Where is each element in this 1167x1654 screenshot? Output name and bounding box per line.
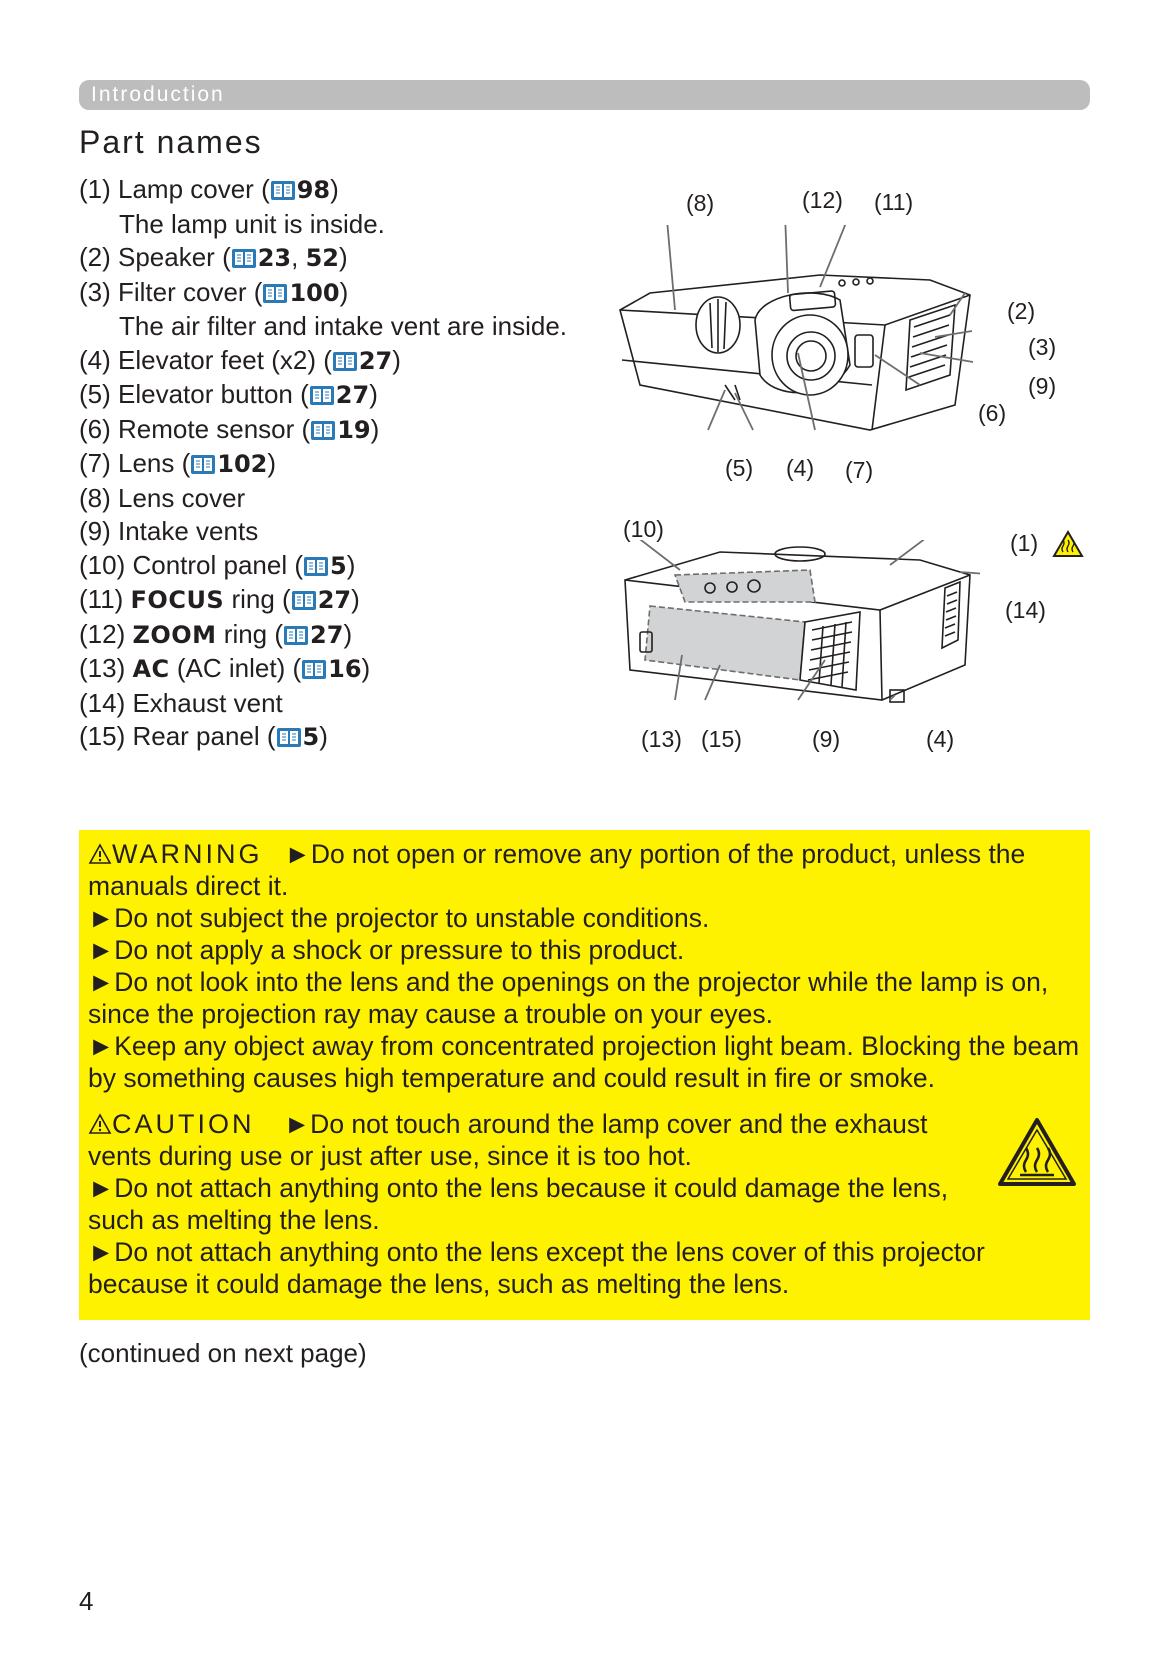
book-reference-icon <box>309 385 335 406</box>
figure-label: (3) <box>1028 334 1057 360</box>
page-reference[interactable]: 27 <box>358 346 393 375</box>
safety-notice-box <box>79 830 1090 1320</box>
page-reference[interactable]: 52 <box>305 244 339 272</box>
list-item: (8) Lens cover <box>79 482 246 513</box>
figure-label: (10) <box>623 516 664 542</box>
list-item: (9) Intake vents <box>79 516 259 546</box>
list-item: (13) AC (AC inlet) ( 16) <box>79 653 371 683</box>
warning-text: ►Do not look into the lens and the openings on the projector while the lamp is on, since the projection ray may cause a trouble on your eyes. <box>88 967 1049 1029</box>
list-item-note: The air filter and intake vent are inside. <box>119 311 568 341</box>
page-reference[interactable]: 16 <box>328 655 362 683</box>
book-reference-icon <box>291 590 317 611</box>
page-reference[interactable]: 27 <box>335 381 370 409</box>
hot-surface-icon <box>1052 530 1084 558</box>
list-item: (3) Filter cover ( 100) <box>79 276 349 307</box>
list-item: (7) Lens ( 102) <box>79 448 277 478</box>
list-item: (10) Control panel ( 5) <box>79 549 356 580</box>
warning-triangle-icon <box>88 1113 112 1135</box>
list-item: (6) Remote sensor ( 19) <box>79 413 380 444</box>
list-item: (14) Exhaust vent <box>79 687 283 718</box>
caution-text: ►Do not attach anything onto the lens because it could damage the lens, such as melting the lens. <box>88 1173 949 1235</box>
figure-label: (2) <box>1007 298 1036 324</box>
figure-label: (4) <box>926 726 955 752</box>
warning-paragraph <box>88 838 1083 902</box>
page-reference[interactable]: 102 <box>217 450 268 478</box>
figure-label: (8) <box>686 190 715 216</box>
list-item: (4) Elevator feet (x2) ( 27) <box>79 344 401 375</box>
warning-text: ►Keep any object away from concentrated projection light beam. Blocking the beam by something causes high temperature and could result in fire or smoke. <box>88 1031 1080 1093</box>
page-number: 4 <box>79 1586 94 1616</box>
continued-note: (continued on next page) <box>79 1338 367 1368</box>
figure-label: (12) <box>802 187 843 213</box>
book-reference-icon <box>262 283 288 304</box>
figure-label: (11) <box>874 189 914 215</box>
figure-label: (15) <box>701 726 742 752</box>
page-title: Part names <box>79 124 263 160</box>
book-reference-icon <box>303 556 329 577</box>
list-item: (1) Lamp cover ( 98) <box>79 174 339 204</box>
list-item-note: The lamp unit is inside. <box>119 208 385 239</box>
list-item: (15) Rear panel ( 5) <box>79 721 328 751</box>
figure-label: (6) <box>978 400 1007 426</box>
page-reference[interactable]: 19 <box>337 415 371 444</box>
book-reference-icon <box>283 625 309 646</box>
figure-label: (13) <box>641 726 682 752</box>
figure-label: (14) <box>1005 597 1046 623</box>
page-reference[interactable]: 27 <box>310 620 344 649</box>
section-header-bar <box>79 80 1090 110</box>
warning-text: ►Do not open or remove any portion of the product, unless the manuals direct it. <box>88 839 1026 901</box>
book-reference-icon <box>231 248 257 269</box>
warning-triangle-icon <box>88 843 112 865</box>
page-reference[interactable]: 100 <box>289 278 340 307</box>
part-names-list <box>79 173 619 755</box>
caution-paragraph <box>88 1108 988 1172</box>
projector-front-illustration <box>610 225 1030 455</box>
page-reference[interactable]: 5 <box>330 551 347 580</box>
figure-label: (1) <box>1010 530 1039 556</box>
page-reference[interactable]: 27 <box>317 586 352 614</box>
figure-label: (4) <box>786 455 815 481</box>
hot-surface-icon <box>996 1116 1078 1188</box>
list-item: (11) FOCUS ring ( 27) <box>79 584 360 614</box>
keyword: AC <box>132 655 170 683</box>
warning-text: ►Do not subject the projector to unstable conditions. <box>88 903 710 933</box>
page-reference[interactable]: 23 <box>257 244 292 272</box>
projector-rear-illustration <box>620 540 980 720</box>
list-item: (2) Speaker ( 23, 52) <box>79 242 348 272</box>
figure-label: (9) <box>812 726 841 752</box>
warning-label: WARNING <box>112 839 263 869</box>
keyword: ZOOM <box>132 620 217 649</box>
book-reference-icon <box>276 727 302 748</box>
page-reference[interactable]: 5 <box>302 723 320 751</box>
book-reference-icon <box>190 454 216 475</box>
book-reference-icon <box>310 420 336 441</box>
caution-label: CAUTION <box>112 1109 255 1139</box>
book-reference-icon <box>332 351 358 372</box>
caution-text: ►Do not attach anything onto the lens except the lens cover of this projector because it could damage the lens, such as melting the lens. <box>88 1237 985 1299</box>
list-item: (5) Elevator button ( 27) <box>79 379 378 409</box>
book-reference-icon <box>270 180 296 201</box>
keyword: FOCUS <box>130 586 225 614</box>
figure-label: (9) <box>1028 373 1057 399</box>
book-reference-icon <box>301 659 327 680</box>
caution-text: ►Do not touch around the lamp cover and the exhaust vents during use or just after use, since it is too hot. <box>88 1109 928 1171</box>
figure-label: (7) <box>845 457 874 483</box>
list-item: (12) ZOOM ring ( 27) <box>79 618 353 649</box>
page-reference[interactable]: 98 <box>296 176 331 204</box>
warning-text: ►Do not apply a shock or pressure to this product. <box>88 935 685 965</box>
section-title: Introduction <box>91 83 225 106</box>
figure-label: (5) <box>725 455 754 481</box>
